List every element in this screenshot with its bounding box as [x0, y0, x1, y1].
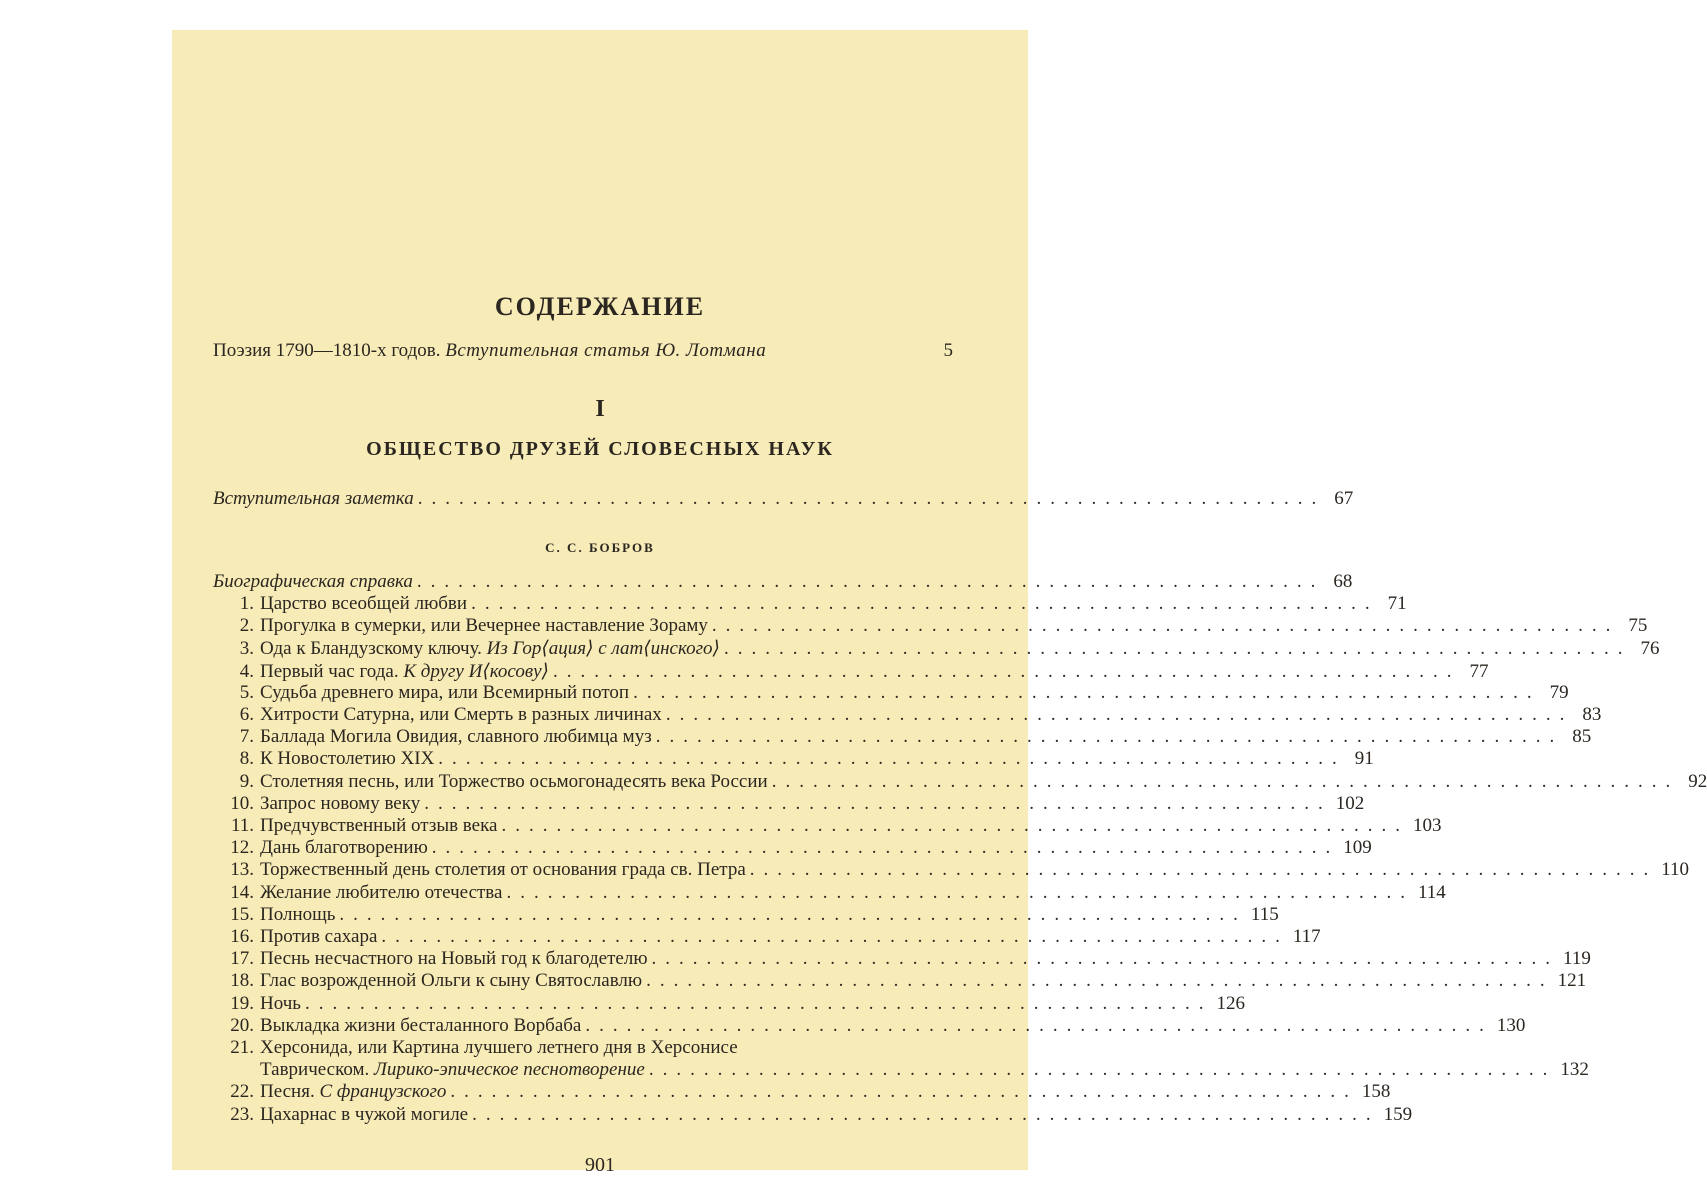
intro-text [213, 340, 766, 362]
leader-dots: .................................................................. [381, 926, 1289, 947]
toc-entry-page: 117 [1292, 926, 1321, 947]
leader-dots: .................................................................. [431, 837, 1340, 859]
toc-entry-subtitle: Лирико-эпическое песнотворение [374, 1059, 645, 1081]
book-page [172, 30, 1707, 1176]
toc-entry-text [260, 993, 301, 1015]
leader-dots: .................................................................. [304, 992, 1213, 1014]
toc-entry-page: 77 [1469, 660, 1489, 682]
toc-entry-number: 10. [230, 792, 254, 814]
toc-entry [213, 859, 1690, 881]
toc-entry-number: 6. [239, 704, 254, 725]
leader-dots: .................................................................. [648, 1059, 1557, 1081]
toc-entry-text [260, 682, 629, 704]
toc-entry-title: Хитрости Сатурна, или Смерть в разных личинах [260, 704, 662, 725]
toc-entry-page: 109 [1343, 837, 1372, 859]
toc-entry-title: Желание любителю отечества [260, 881, 503, 903]
toc-entry-title: Песнь несчастного на Новый год к благодетелю [260, 948, 648, 970]
toc-entry-subtitle: Из Гор⟨ация⟩ с лат⟨инского⟩ [486, 638, 720, 660]
leader-dots: .................................................................. [655, 726, 1564, 748]
leader-dots: .................................................................. [665, 704, 1574, 725]
toc-entry-page: 83 [1582, 704, 1602, 725]
toc-entry-text [260, 593, 467, 615]
toc-entry-page: 103 [1412, 815, 1442, 836]
toc-entry-number: 17. [230, 948, 254, 970]
toc-entry [213, 815, 1442, 837]
toc-entry-title: Выкладка жизни бесталанного Ворбаба [260, 1014, 582, 1036]
section-note-entry [213, 488, 1354, 510]
toc-entry-number: 21. [230, 1037, 254, 1058]
toc-entry-page: 75 [1628, 615, 1648, 637]
leader-dots: .................................................................. [552, 660, 1461, 682]
toc-entry-number: 20. [230, 1014, 254, 1036]
toc-entry-text [260, 970, 642, 992]
toc-entry-number: 11. [230, 815, 254, 836]
toc-entry [213, 660, 1489, 682]
intro-italic: Вступительная статья Ю. Лотмана [445, 340, 767, 361]
toc-entry-number: 4. [239, 660, 254, 682]
leader-dots: .................................................................. [339, 903, 1247, 925]
toc-entry [213, 792, 1365, 815]
toc-entry [213, 748, 1374, 770]
leader-dots: .................................................................. [749, 859, 1658, 881]
bio-page: 68 [1333, 571, 1353, 592]
toc-entry-number: 19. [230, 992, 254, 1014]
bio-label: Биографическая справка [213, 571, 413, 592]
toc-entry-title: Глас возрожденной Ольги к сыну Святославлю [260, 970, 643, 992]
page-title: СОДЕРЖАНИЕ [494, 292, 706, 321]
toc-entry-page: 71 [1387, 593, 1407, 614]
toc-entry-page: 119 [1563, 948, 1591, 970]
toc-entry-number: 18. [230, 970, 254, 992]
toc-entry-page: 114 [1417, 881, 1446, 903]
toc-entry [213, 837, 1372, 859]
toc-entry [213, 926, 1321, 948]
leader-dots: .................................................................. [417, 488, 1326, 509]
leader-dots: .................................................................. [424, 792, 1332, 814]
toc-entry-title: Таврическом. [260, 1059, 370, 1081]
leader-dots: .................................................................. [450, 1081, 1358, 1103]
toc-entry-text [260, 882, 502, 904]
toc-entry-number: 13. [230, 859, 254, 881]
leader-dots: .................................................................. [501, 815, 1409, 836]
toc-entry-number: 8. [239, 748, 254, 770]
intro-entry [213, 340, 953, 362]
leader-dots: .................................................................. [711, 615, 1620, 637]
leader-dots: .................................................................. [416, 571, 1325, 592]
toc-entry-text [260, 771, 768, 793]
toc-entry-page: 126 [1216, 992, 1245, 1014]
toc-entry-title: Первый час года. [260, 660, 399, 682]
toc-entry-title: Против сахара [260, 926, 378, 947]
leader-dots: .................................................................. [723, 638, 1632, 660]
section-note-page: 67 [1334, 488, 1354, 509]
toc-entry-number: 1. [239, 593, 254, 614]
toc-entry-text [260, 1015, 581, 1037]
toc-entry-number: 5. [239, 681, 254, 703]
toc-entry-number: 12. [230, 837, 254, 859]
toc-entry-subtitle: К другу И⟨косову⟩ [403, 660, 549, 682]
leader-dots: .................................................................. [585, 1014, 1493, 1036]
leader-dots: .................................................................. [506, 881, 1414, 903]
toc-entry-title: Ночь [260, 992, 301, 1014]
toc-entry-number: 2. [239, 615, 254, 637]
toc-entry-title: Запрос новому веку [260, 792, 421, 814]
toc-entry-number: 22. [230, 1081, 254, 1103]
leader-dots: .................................................................. [438, 748, 1346, 770]
toc-entry-page: 110 [1661, 859, 1690, 881]
toc-entry-page: 132 [1560, 1059, 1589, 1081]
toc-entry [213, 970, 1587, 992]
toc-entry-number: 16. [230, 926, 254, 947]
toc-entry-text [260, 704, 662, 726]
toc-entry [213, 1081, 1391, 1103]
toc-entry [213, 1014, 1526, 1037]
leader-dots: .................................................................. [633, 681, 1541, 703]
toc-entry-text [260, 1081, 446, 1103]
toc-entry-title: Ода к Бландузскому ключу. [260, 638, 482, 660]
toc-entry-number: 3. [239, 638, 254, 660]
toc-entry-text [260, 615, 708, 637]
toc-entry-text [260, 815, 497, 837]
toc-entry [213, 1103, 1413, 1126]
toc-entry-title: Цахарнас в чужой могиле [260, 1103, 469, 1125]
toc-entry [213, 726, 1592, 748]
toc-entry [213, 1059, 1589, 1081]
toc-entry-number: 15. [230, 903, 254, 925]
author-heading: С. С. БОБРОВ [545, 540, 655, 555]
toc-entry-title: Предчувственный отзыв века [260, 815, 498, 836]
toc-entry-page: 121 [1557, 970, 1587, 992]
toc-entry-subtitle: С французского [319, 1081, 447, 1103]
toc-entry-page: 85 [1572, 726, 1592, 748]
leader-dots: .................................................................. [471, 593, 1379, 614]
toc-entry-title: Царство всеобщей любви [260, 593, 468, 614]
toc-entry [213, 881, 1446, 904]
toc-entry [213, 770, 1707, 793]
toc-entry-title: Песня. [260, 1081, 315, 1103]
toc-entry-number: 14. [230, 881, 254, 903]
toc-entry-page: 158 [1361, 1081, 1391, 1103]
toc-entry-text [260, 1059, 645, 1081]
toc-entry-page: 92 [1688, 770, 1707, 792]
toc-entry-page: 130 [1496, 1014, 1526, 1036]
intro-plain: Поэзия 1790—1810-х годов. [213, 340, 441, 361]
section-title: ОБЩЕСТВО ДРУЗЕЙ СЛОВЕСНЫХ НАУК [366, 438, 834, 460]
leader-dots: .................................................................. [646, 970, 1554, 992]
toc-entry-page: 91 [1354, 748, 1374, 770]
bio-entry [213, 571, 1353, 593]
toc-entry-number: 7. [239, 726, 254, 748]
toc-entry-text [260, 1037, 738, 1059]
toc-entry [213, 1037, 952, 1059]
toc-entry-title: Херсонида, или Картина лучшего летнего дня в Херсонисе [260, 1037, 738, 1058]
toc-entry-number: 9. [239, 770, 254, 792]
toc-entry-title: Прогулка в сумерки, или Вечернее наставление Зораму [260, 615, 708, 637]
toc-entry-text [260, 660, 549, 683]
toc-entry-title: Столетняя песнь, или Торжество осьмогонадесять века России [260, 770, 768, 792]
toc-entry-text [260, 926, 377, 948]
toc-entry-page: 76 [1640, 638, 1660, 660]
toc-entry-text [260, 637, 720, 660]
leader-dots: .................................................................. [472, 1103, 1380, 1125]
toc-entry-page: 102 [1335, 792, 1365, 814]
toc-entry [213, 615, 1648, 637]
toc-entry-title: Баллада Могила Овидия, славного любимца муз [260, 726, 652, 748]
intro-page: 5 [943, 340, 953, 361]
toc-entry-text [260, 748, 434, 770]
leader-dots: .................................................................. [651, 948, 1560, 970]
toc-entry-page: 115 [1250, 903, 1279, 925]
toc-entry [213, 948, 1591, 970]
page-number: 901 [585, 1154, 615, 1176]
toc-entry-text [260, 859, 746, 881]
toc-entry-text [260, 1104, 468, 1126]
toc-entry [213, 704, 1602, 726]
toc-entry [213, 593, 1407, 615]
toc-entry-text [260, 793, 420, 815]
toc-entry-number: 23. [230, 1103, 254, 1125]
toc-entry-text [260, 948, 648, 970]
toc-entry-title: Торжественный день столетия от основания града св. Петра [260, 859, 746, 881]
toc-entry-text [260, 726, 652, 748]
section-note-label: Вступительная заметка [213, 488, 414, 509]
section-number: I [595, 396, 605, 422]
toc-entry [213, 903, 1279, 926]
toc-entry-title: Дань благотворению [260, 837, 428, 859]
toc-entry-title: Полнощь [260, 903, 336, 925]
toc-entry-title: Судьба древнего мира, или Всемирный потоп [260, 681, 630, 703]
toc-entry-page: 159 [1383, 1103, 1413, 1125]
toc-entry [213, 637, 1660, 660]
toc-entry-page: 79 [1549, 681, 1569, 703]
toc-entry-text [260, 904, 335, 926]
toc-entry-title: К Новостолетию XIX [260, 748, 435, 770]
toc-entry [213, 681, 1569, 704]
toc-entry-text [260, 837, 428, 859]
leader-dots: .................................................................. [771, 770, 1680, 792]
toc-entry [213, 992, 1245, 1015]
